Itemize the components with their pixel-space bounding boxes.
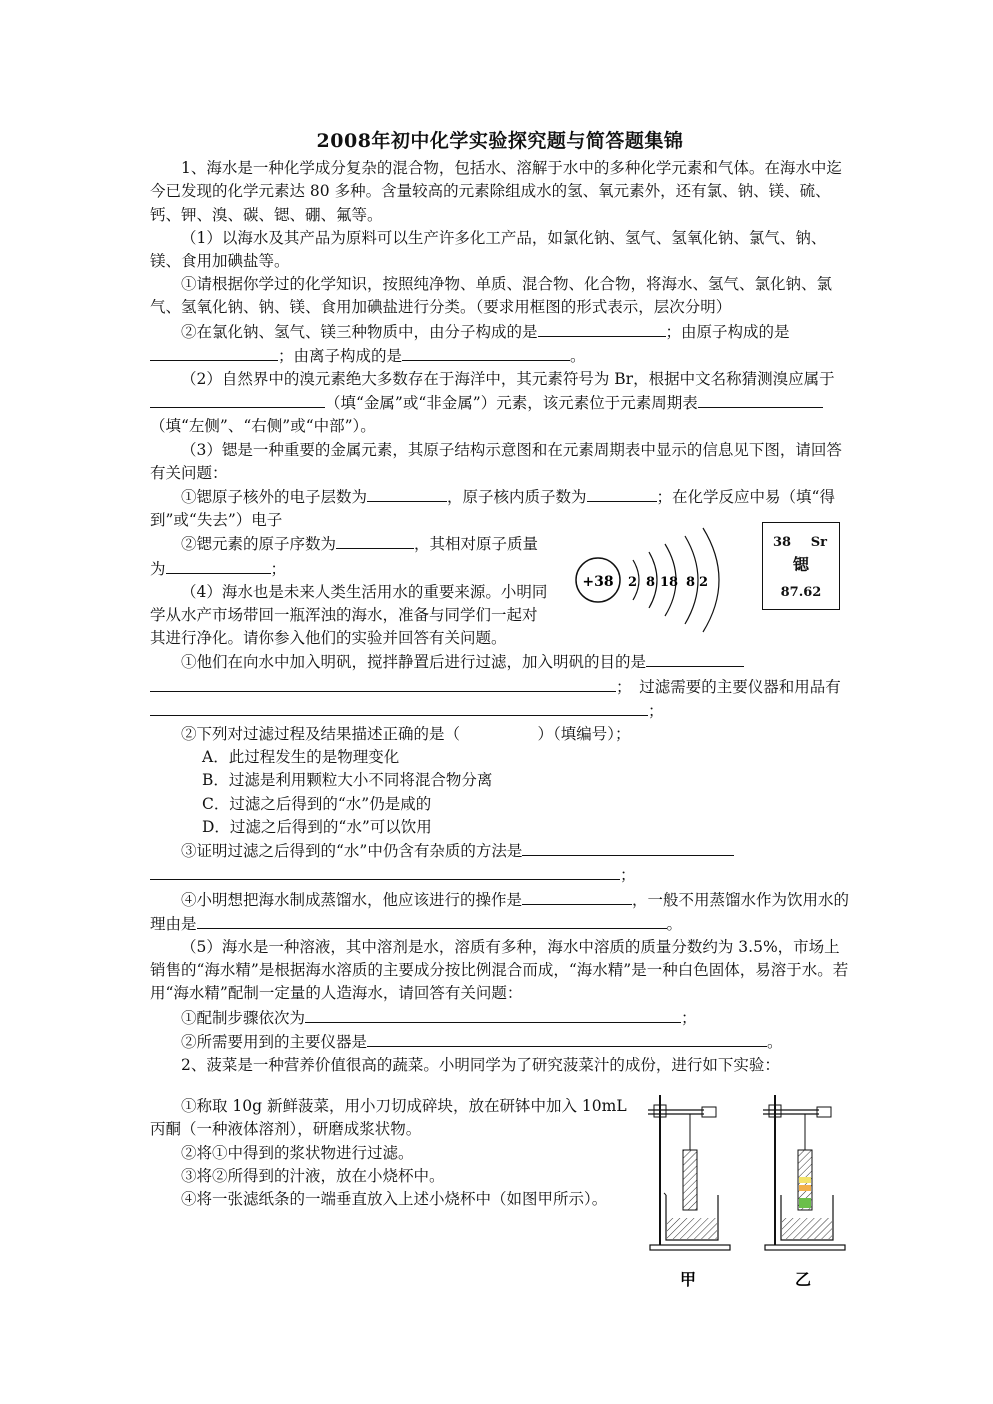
document-page: [150, 130, 850, 1290]
page-title: 2008年初中化学实验探究题与简答题集锦: [316, 130, 684, 152]
q1-part1: （1）以海水及其产品为原料可以生产许多化工产品，如氯化钠、氢气、氢氧化钠、氯气、钠、镁、食用加碘盐等。: [150, 228, 827, 271]
q1-intro: 1、海水是一种化学成分复杂的混合物，包括水、溶解于水中的多种化学元素和气体。在海水中迄今已发现的化学元素达 80 多种。含量较高的元素除组成水的氢、氧元素外，还有氯、钠、镁、硫、钙、钾、溴、碳、锶、硼、氟等。: [150, 159, 842, 224]
answer-blank[interactable]: [587, 485, 657, 502]
shell-2-count: 8: [646, 575, 656, 591]
step-2: ②将①中得到的浆状物进行过滤。: [181, 1143, 414, 1162]
caption-b: 乙: [794, 1270, 812, 1290]
option-b: B．过滤是利用颗粒大小不同将混合物分离: [202, 771, 493, 790]
step-4: ④将一张滤纸条的一端垂直放入上述小烧杯中（如图甲所示）。: [181, 1189, 608, 1208]
answer-blank[interactable]: [698, 391, 823, 408]
option-d: D．过滤之后得到的“水”可以饮用: [202, 817, 432, 836]
answer-blank[interactable]: [305, 1006, 681, 1023]
step-3: ③将②所得到的汁液，放在小烧杯中。: [181, 1166, 445, 1185]
q1-part3-item2: ②锶元素的原子序数为 ，其相对原子质量为 ；: [150, 532, 550, 580]
q1-part4-item1: ①他们在向水中加入明矾，搅拌静置后进行过滤，加入明矾的目的是； 过滤需要的主要仪器和用品有；: [150, 650, 850, 723]
answer-blank[interactable]: [150, 391, 325, 408]
shell-5-count: 2: [699, 575, 709, 591]
answer-blank[interactable]: [522, 888, 632, 905]
apparatus-a: [648, 1095, 730, 1250]
answer-blank[interactable]: [402, 344, 570, 361]
experiment-steps: [150, 1095, 630, 1211]
answer-blank[interactable]: [150, 699, 648, 716]
q1-part5-item1: ①配制步骤依次为 ；: [150, 1006, 850, 1030]
experiment-section: [150, 1095, 850, 1290]
shell-4-count: 8: [686, 575, 696, 591]
q1-part4: （4）海水也是未来人类生活用水的重要来源。小明同学从水产市场带回一瓶浑浊的海水，准备与同学们一起对其进行净化。请你参入他们的实验并回答有关问题。: [150, 582, 548, 648]
answer-blank[interactable]: [166, 557, 271, 574]
answer-blank[interactable]: [367, 1030, 767, 1047]
answer-blank[interactable]: [538, 320, 666, 337]
apparatus-b: [763, 1095, 845, 1250]
q1-part4-item2: ②下列对过滤过程及结果描述正确的是（ ）（填编号）；: [181, 725, 631, 744]
q1-part3-item1: ①锶原子核外的电子层数为 ，原子核内质子数为 ；在化学反应中易（填“得到”或“失去”）电子: [150, 485, 850, 532]
q1-part1-item1: ①请根据你学过的化学知识，按照纯净物、单质、混合物、化合物，将海水、氢气、氯化钠、氯气、氢氧化钠、钠、镁、食用加碘盐进行分类。（要求用框图的形式表示，层次分明）: [150, 275, 833, 317]
q1-part4-item4: ④小明想把海水制成蒸馏水，他应该进行的操作是 ，一般不用蒸馏水作为饮用水的理由是 。: [150, 888, 850, 936]
q1-part2: （2）自然界中的溴元素绝大多数存在于海洋中，其元素符号为 Br，根据中文名称猜测溴应属于（填“金属”或“非金属”）元素，该元素位于元素周期表（填“左侧”、“右侧”或“中部”）。: [150, 370, 835, 436]
chromatography-apparatus: [640, 1095, 860, 1295]
q1-part5: （5）海水是一种溶液，其中溶剂是水，溶质有多种，海水中溶质的质量分数约为 3.5%，市场上销售的“海水精”是根据海水溶质的主要成分按比例混合而成，“海水精”是一种白色固体，易溶于水。若用“海水精”配制一定量的人造海水，请回答有关问题：: [150, 937, 849, 1003]
option-a: A．此过程发生的是物理变化: [202, 748, 400, 767]
answer-blank[interactable]: [522, 839, 734, 856]
q1-part1-item2: ②在氯化钠、氢气、镁三种物质中，由分子构成的是 ；由原子构成的是；由离子构成的是 。: [150, 320, 850, 368]
atomic-mass: 87.62: [780, 585, 822, 601]
shell-1-count: 2: [628, 575, 638, 591]
caption-a: 甲: [679, 1270, 697, 1290]
answer-blank[interactable]: [336, 532, 414, 549]
answer-blank[interactable]: [150, 863, 620, 880]
answer-blank[interactable]: [646, 650, 744, 667]
atom-structure-diagram: [565, 522, 755, 642]
option-c: C．过滤之后得到的“水”仍是咸的: [202, 794, 432, 813]
element-symbol: Sr: [810, 535, 827, 551]
element-name: 锶: [792, 555, 809, 575]
answer-blank[interactable]: [367, 485, 447, 502]
answer-blank[interactable]: [197, 912, 667, 929]
shell-3-count: 18: [660, 575, 679, 591]
q1-part5-item2: ②所需要用到的主要仪器是 。: [150, 1030, 850, 1054]
answer-blank[interactable]: [150, 675, 616, 692]
atom-section: [150, 532, 850, 650]
answer-blank[interactable]: [150, 344, 278, 361]
nucleus-charge: +38: [582, 574, 614, 591]
periodic-table-cell: [762, 522, 840, 610]
atomic-number: 38: [773, 535, 792, 551]
q1-part4-item3: ③证明过滤之后得到的“水”中仍含有杂质的方法是；: [150, 839, 850, 887]
q2-intro: 2、菠菜是一种营养价值很高的蔬菜。小明同学为了研究菠菜汁的成份，进行如下实验：: [181, 1055, 780, 1074]
q1-part3: （3）锶是一种重要的金属元素，其原子结构示意图和在元素周期表中显示的信息见下图，请回答有关问题：: [150, 440, 842, 482]
step-1: ①称取 10g 新鲜菠菜，用小刀切成碎块，放在研钵中加入 10mL 丙酮（一种液体溶剂），研磨成浆状物。: [150, 1097, 627, 1139]
